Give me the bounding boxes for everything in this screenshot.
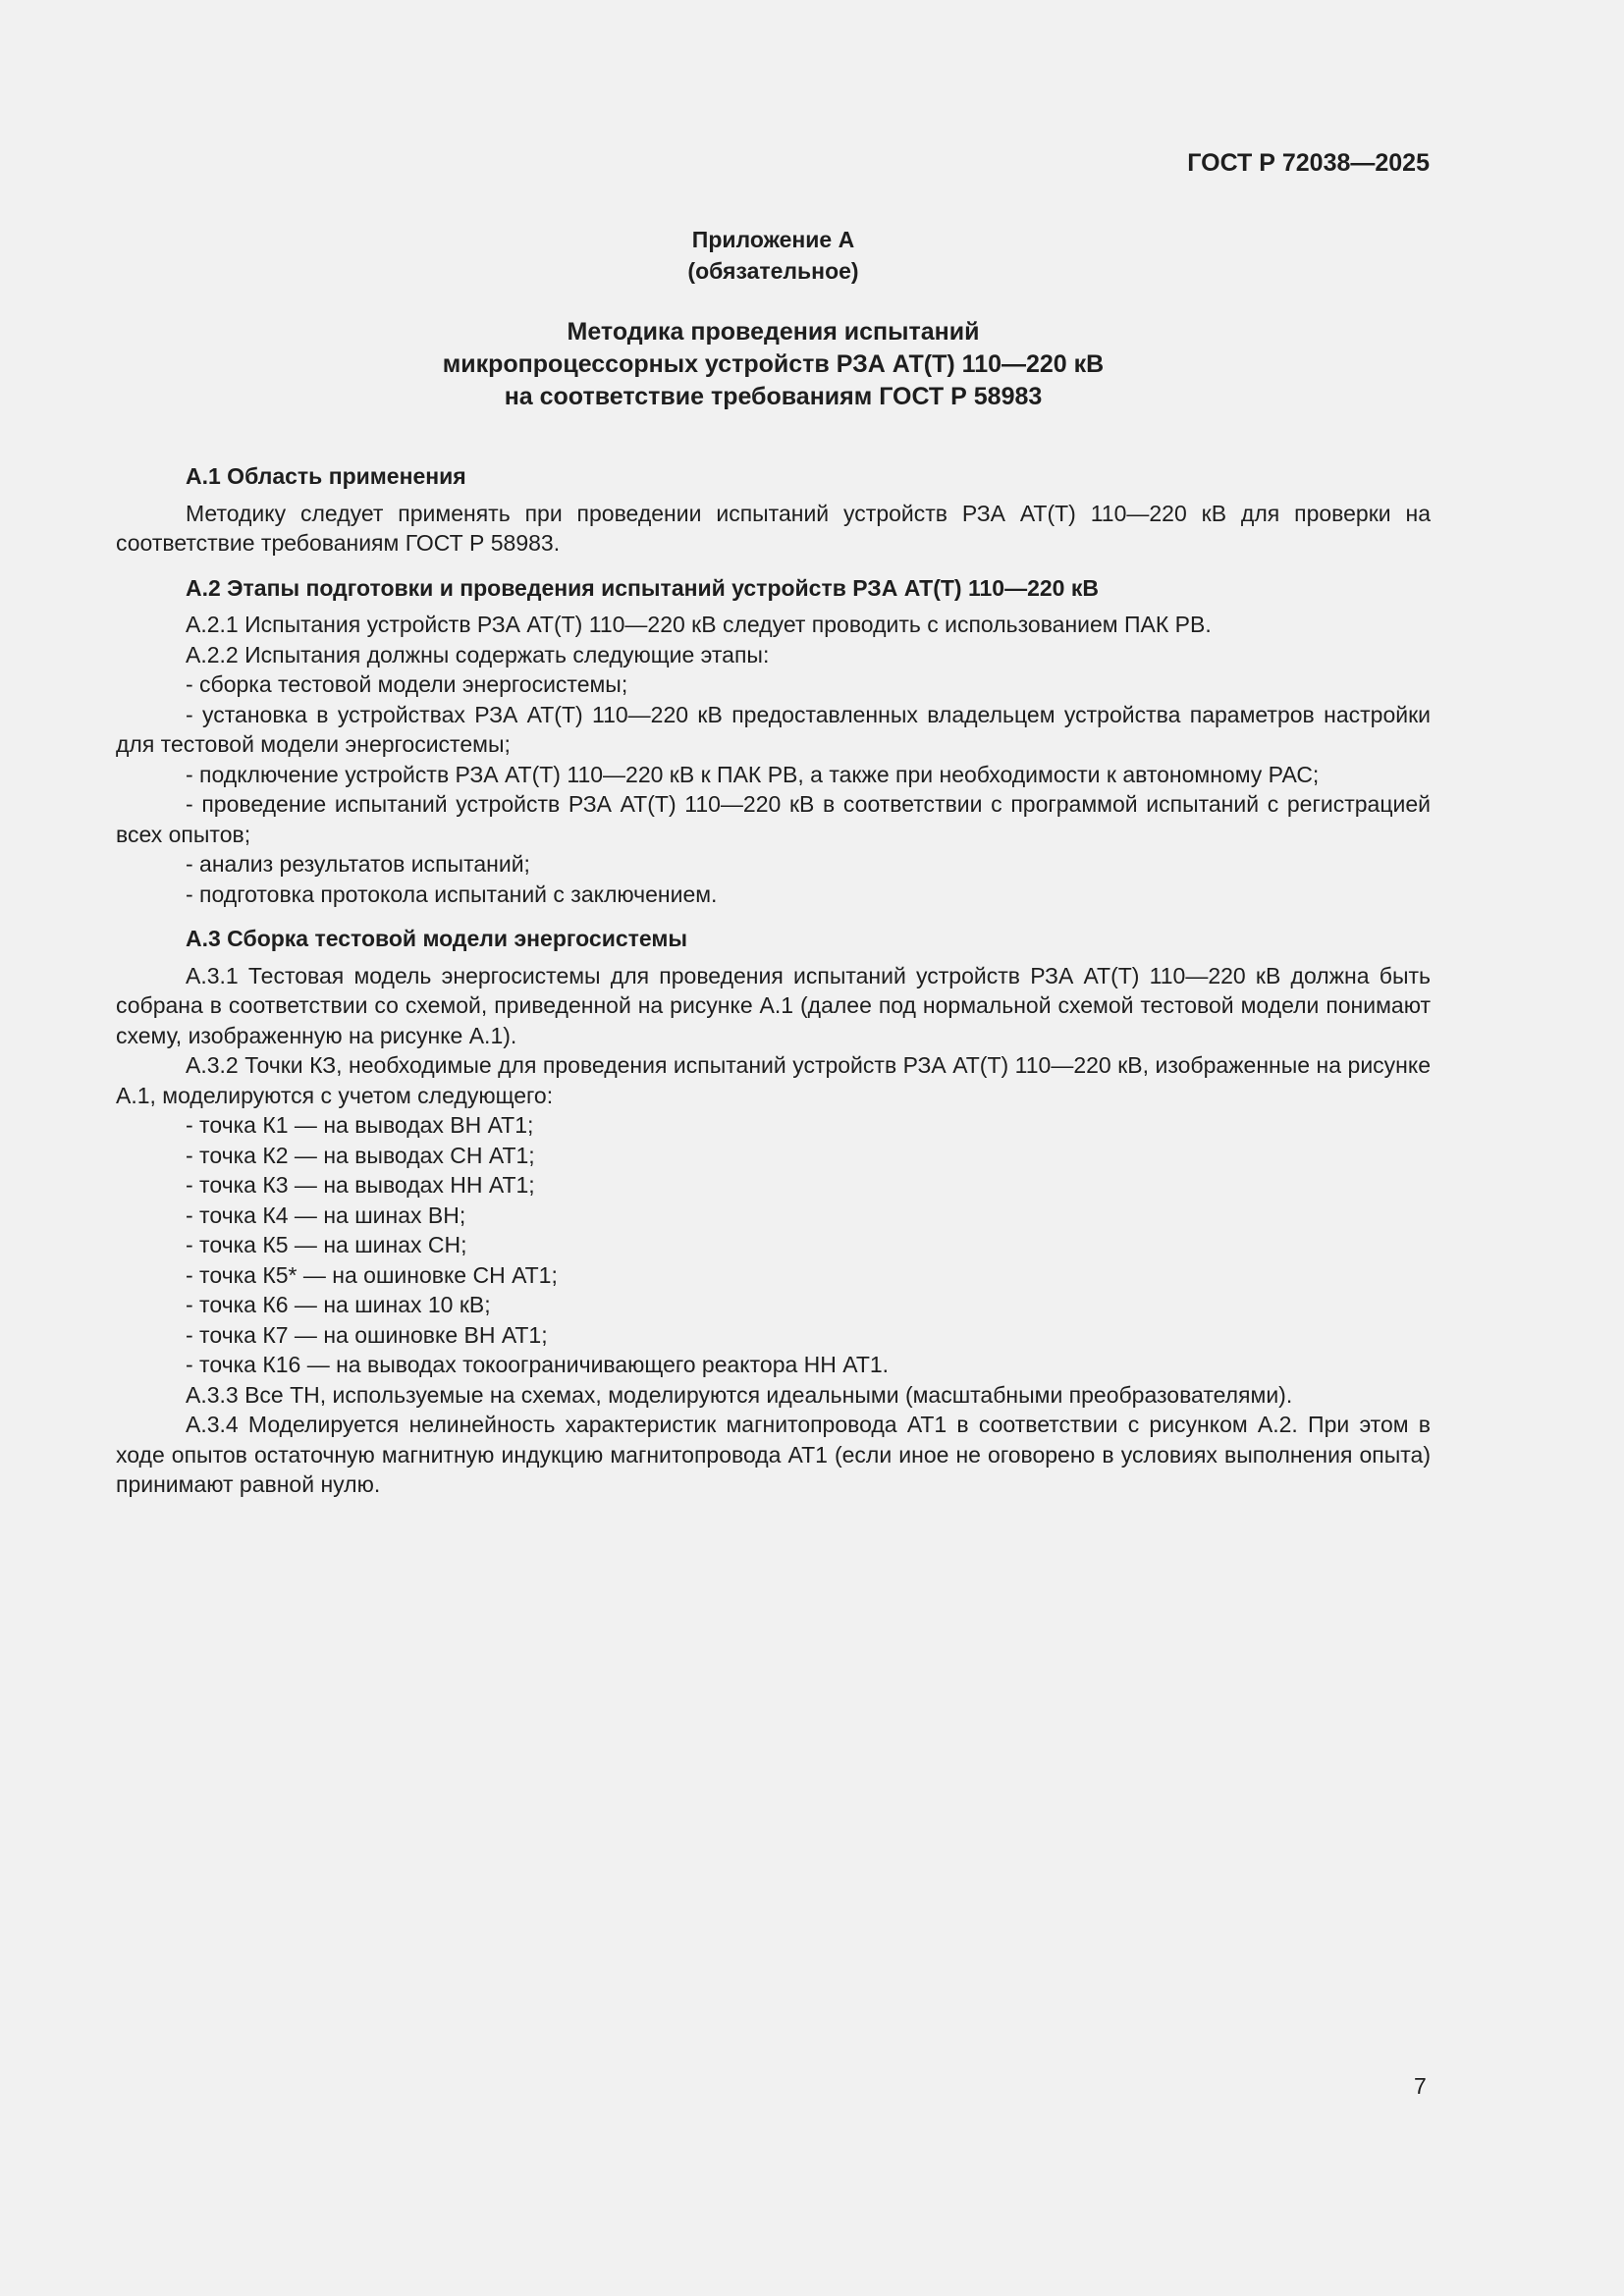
list-item: - точка К7 — на ошиновке ВН АТ1;: [186, 1321, 548, 1348]
paragraph: А.2.2 Испытания должны содержать следующие этапы:: [186, 641, 770, 667]
paragraph: А.2.1 Испытания устройств РЗА АТ(Т) 110—220 кВ следует проводить с использованием ПАК РВ.: [186, 612, 1212, 637]
list-item: - точка К5 — на шинах СН;: [186, 1232, 467, 1257]
list-item: - подключение устройств РЗА АТ(Т) 110—220 кВ к ПАК РВ, а также при необходимости к автономному РАС;: [186, 761, 1320, 787]
appendix-status: (обязательное): [687, 258, 859, 284]
document-body: [116, 461, 1431, 1500]
list-item: - анализ результатов испытаний;: [186, 851, 530, 877]
list-item: - сборка тестовой модели энергосистемы;: [186, 671, 628, 697]
list-item: - точка К1 — на выводах ВН АТ1;: [186, 1112, 534, 1138]
list-item: - установка в устройствах РЗА АТ(Т) 110—220 кВ предоставленных владельцем устройства параметров настройки для тестовой модели энергосистемы;: [116, 701, 1431, 757]
paragraph: А.3.1 Тестовая модель энергосистемы для проведения испытаний устройств РЗА АТ(Т) 110—220 кВ должна быть собрана в соответствии со схемой, приведенной на рисунке А.1 (далее под нормальной схемой тестовой модели понимают схему, изображенную на рисунке А.1).: [116, 962, 1431, 1048]
appendix-heading: [116, 224, 1431, 287]
list-item: - точка К6 — на шинах 10 кВ;: [186, 1292, 491, 1317]
title-line: Методика проведения испытаний: [567, 318, 980, 346]
page-number: 7: [1414, 2073, 1427, 2099]
appendix-title: [116, 316, 1431, 413]
paragraph: А.3.2 Точки КЗ, необходимые для проведения испытаний устройств РЗА АТ(Т) 110—220 кВ, изображенные на рисунке А.1, моделируются с учетом следующего:: [116, 1052, 1431, 1108]
title-line: на соответствие требованиям ГОСТ Р 58983: [504, 383, 1043, 410]
appendix-label: Приложение А: [691, 227, 855, 252]
list-item: - точка К4 — на шинах ВН;: [186, 1201, 466, 1228]
paragraph: А.3.3 Все ТН, используемые на схемах, моделируются идеальными (масштабными преобразователями).: [186, 1381, 1293, 1408]
section-heading: А.2 Этапы подготовки и проведения испытаний устройств РЗА АТ(Т) 110—220 кВ: [186, 574, 1099, 601]
list-item: - точка К3 — на выводах НН АТ1;: [186, 1172, 535, 1198]
list-item: - точка К16 — на выводах токоограничивающего реактора НН АТ1.: [186, 1352, 890, 1377]
section-heading: А.1 Область применения: [186, 463, 466, 489]
list-item: - проведение испытаний устройств РЗА АТ(Т) 110—220 кВ в соответствии с программой испытаний с регистрацией всех опытов;: [116, 791, 1431, 847]
list-item: - подготовка протокола испытаний с заключением.: [186, 881, 718, 907]
list-item: - точка К2 — на выводах СН АТ1;: [186, 1142, 535, 1168]
document-code-header: ГОСТ Р 72038—2025: [1187, 149, 1430, 177]
list-item: - точка К5* — на ошиновке СН АТ1;: [186, 1261, 558, 1288]
paragraph: А.3.4 Моделируется нелинейность характеристик магнитопровода АТ1 в соответствии с рисунком А.2. При этом в ходе опытов остаточную магнитную индукцию магнитопровода АТ1 (если иное не оговорено в условиях выполнения опыта) принимают равной нулю.: [116, 1412, 1431, 1497]
section-heading: А.3 Сборка тестовой модели энергосистемы: [186, 926, 688, 951]
title-line: микропроцессорных устройств РЗА АТ(Т) 110—220 кВ: [442, 350, 1105, 378]
paragraph: Методику следует применять при проведении испытаний устройств РЗА АТ(Т) 110—220 кВ для проверки на соответствие требованиям ГОСТ Р 58983.: [116, 500, 1431, 556]
